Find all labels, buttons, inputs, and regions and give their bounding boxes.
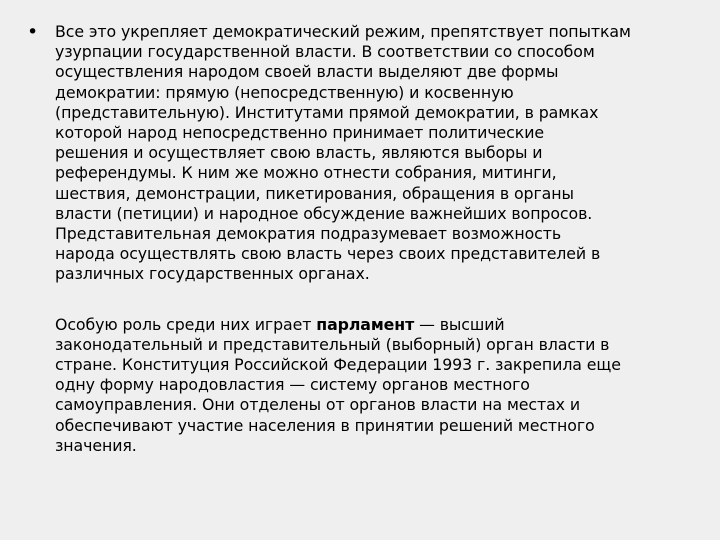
paragraph-1-line: (представительную). Институтами прямой демократии, в рамках [55, 102, 599, 122]
paragraph-gap [55, 285, 707, 315]
paragraph-1-line: различных государственных органах. [55, 264, 370, 284]
paragraph-2-line: самоуправления. Они отделены от органов власти на местах и [55, 395, 581, 415]
paragraph-1-line: Представительная демократия подразумевает возможность [55, 224, 562, 244]
paragraph-2-line: значения. [55, 435, 137, 455]
paragraph-1-line: осуществления народом своей власти выделяют две формы [55, 62, 559, 82]
paragraph-1-line: решения и осуществляет свою власть, являются выборы и [55, 143, 543, 163]
paragraph-1-line: которой народ непосредственно принимает политические [55, 123, 544, 143]
bullet-marker: • [27, 21, 39, 43]
paragraph-1-line: узурпации государственной власти. В соответствии со способом [55, 42, 595, 62]
paragraph-1-line: народа осуществлять свою власть через своих представителей в [55, 244, 601, 264]
paragraph-2-line: одну форму народовластия — систему органов местного [55, 375, 530, 395]
bullet-text [55, 22, 707, 456]
parliament-term: парламент [316, 314, 415, 334]
paragraph-2-line: обеспечивают участие населения в принятии решений местного [55, 415, 595, 435]
paragraph-2-line: законодательный и представительный (выборный) орган власти в [55, 334, 610, 354]
paragraph-2-line: стране. Конституция Российской Федерации 1993 г. закрепила еще [55, 355, 621, 375]
paragraph-1-line: демократии: прямую (непосредственную) и косвенную [55, 82, 514, 102]
paragraph-2 [55, 315, 707, 456]
paragraph-1-line: Все это укрепляет демократический режим, препятствует попыткам [55, 22, 631, 41]
paragraph-2-suffix: — высший [414, 314, 505, 334]
paragraph-1-line: шествия, демонстрации, пикетирования, обращения в органы [55, 183, 574, 203]
paragraph-2-first-line [55, 315, 707, 335]
paragraph-1-line: власти (петиции) и народное обсуждение важнейших вопросов. [55, 203, 593, 223]
paragraph-1 [55, 22, 707, 285]
paragraph-2-prefix: Особую роль среди них играет [55, 314, 317, 334]
paragraph-1-line: референдумы. К ним же можно отнести собрания, митинги, [55, 163, 557, 183]
